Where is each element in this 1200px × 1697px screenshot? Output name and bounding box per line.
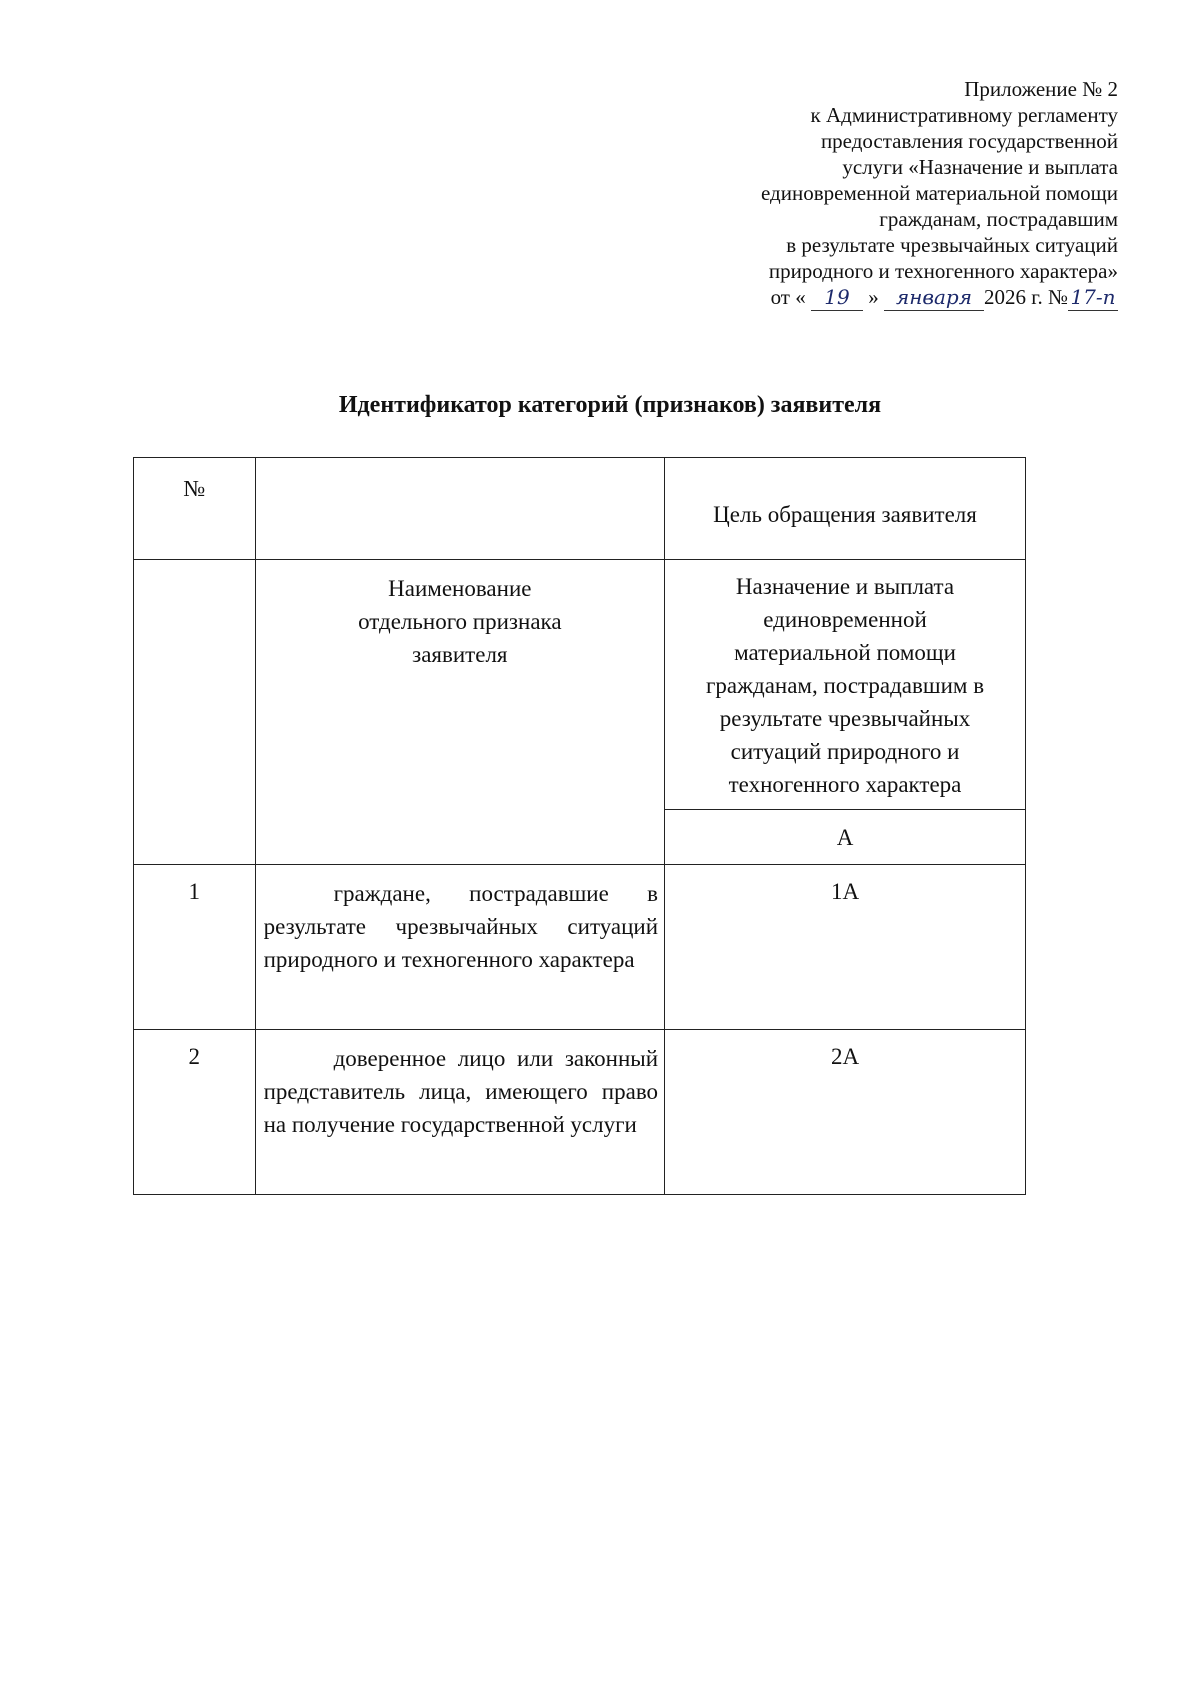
name-header-line: заявителя [412, 642, 508, 667]
purpose-line: результате чрезвычайных [719, 706, 971, 731]
applicant-category-table [133, 457, 1026, 1195]
purpose-line: Назначение и выплата [735, 574, 955, 599]
name-header-line: Наименование [388, 576, 532, 601]
header-line: Приложение № 2 [964, 77, 1118, 101]
row-number: 2 [134, 1030, 256, 1195]
header-line: предоставления государственной [820, 129, 1118, 153]
header-line: гражданам, пострадавшим [879, 207, 1118, 231]
header-line: к Административному регламенту [810, 103, 1118, 127]
table-row [134, 865, 1026, 1030]
document-title: Идентификатор категорий (признаков) заявителя [338, 392, 882, 418]
purpose-line: гражданам, пострадавшим в [705, 673, 985, 698]
date-prefix: от « [770, 285, 806, 309]
handwritten-month: января [884, 284, 984, 311]
purpose-code: А [665, 810, 1026, 865]
empty-header-cell [255, 458, 664, 560]
handwritten-number: 17-п [1068, 284, 1118, 311]
purpose-line: материальной помощи [734, 640, 956, 665]
purpose-line: ситуаций природного и [730, 739, 960, 764]
header-line: в результате чрезвычайных ситуаций [786, 233, 1118, 257]
attachment-header [598, 76, 1118, 311]
date-line [598, 284, 1118, 311]
row-category-text-content: доверенное лицо или законный представитель лица, имеющего право на получение государственной услуги [263, 1046, 659, 1137]
header-line: единовременной материальной помощи [761, 181, 1118, 205]
purpose-line: единовременной [763, 607, 927, 632]
empty-num-cell [134, 560, 256, 865]
name-header-line: отдельного признака [358, 609, 562, 634]
date-year: 2026 г. № [983, 285, 1068, 309]
row-code: 2А [665, 1030, 1026, 1195]
num-header: № [134, 458, 256, 560]
table-row [134, 1030, 1026, 1195]
purpose-header: Цель обращения заявителя [665, 458, 1026, 560]
table-header-row [134, 458, 1026, 560]
handwritten-day: 19 [811, 284, 863, 311]
header-line: услуги «Назначение и выплата [842, 155, 1118, 179]
purpose-description [665, 560, 1026, 810]
table-subheader-row [134, 560, 1026, 810]
row-category-text-content: граждане, пострадавшие в результате чрезвычайных ситуаций природного и техногенного характера [263, 881, 659, 972]
name-header [255, 560, 664, 865]
date-mid: » [868, 285, 879, 309]
row-category-text [255, 1030, 664, 1195]
row-category-text [255, 865, 664, 1030]
row-code: 1А [665, 865, 1026, 1030]
header-line: природного и техногенного характера» [768, 259, 1118, 283]
purpose-line: техногенного характера [728, 772, 962, 797]
row-number: 1 [134, 865, 256, 1030]
